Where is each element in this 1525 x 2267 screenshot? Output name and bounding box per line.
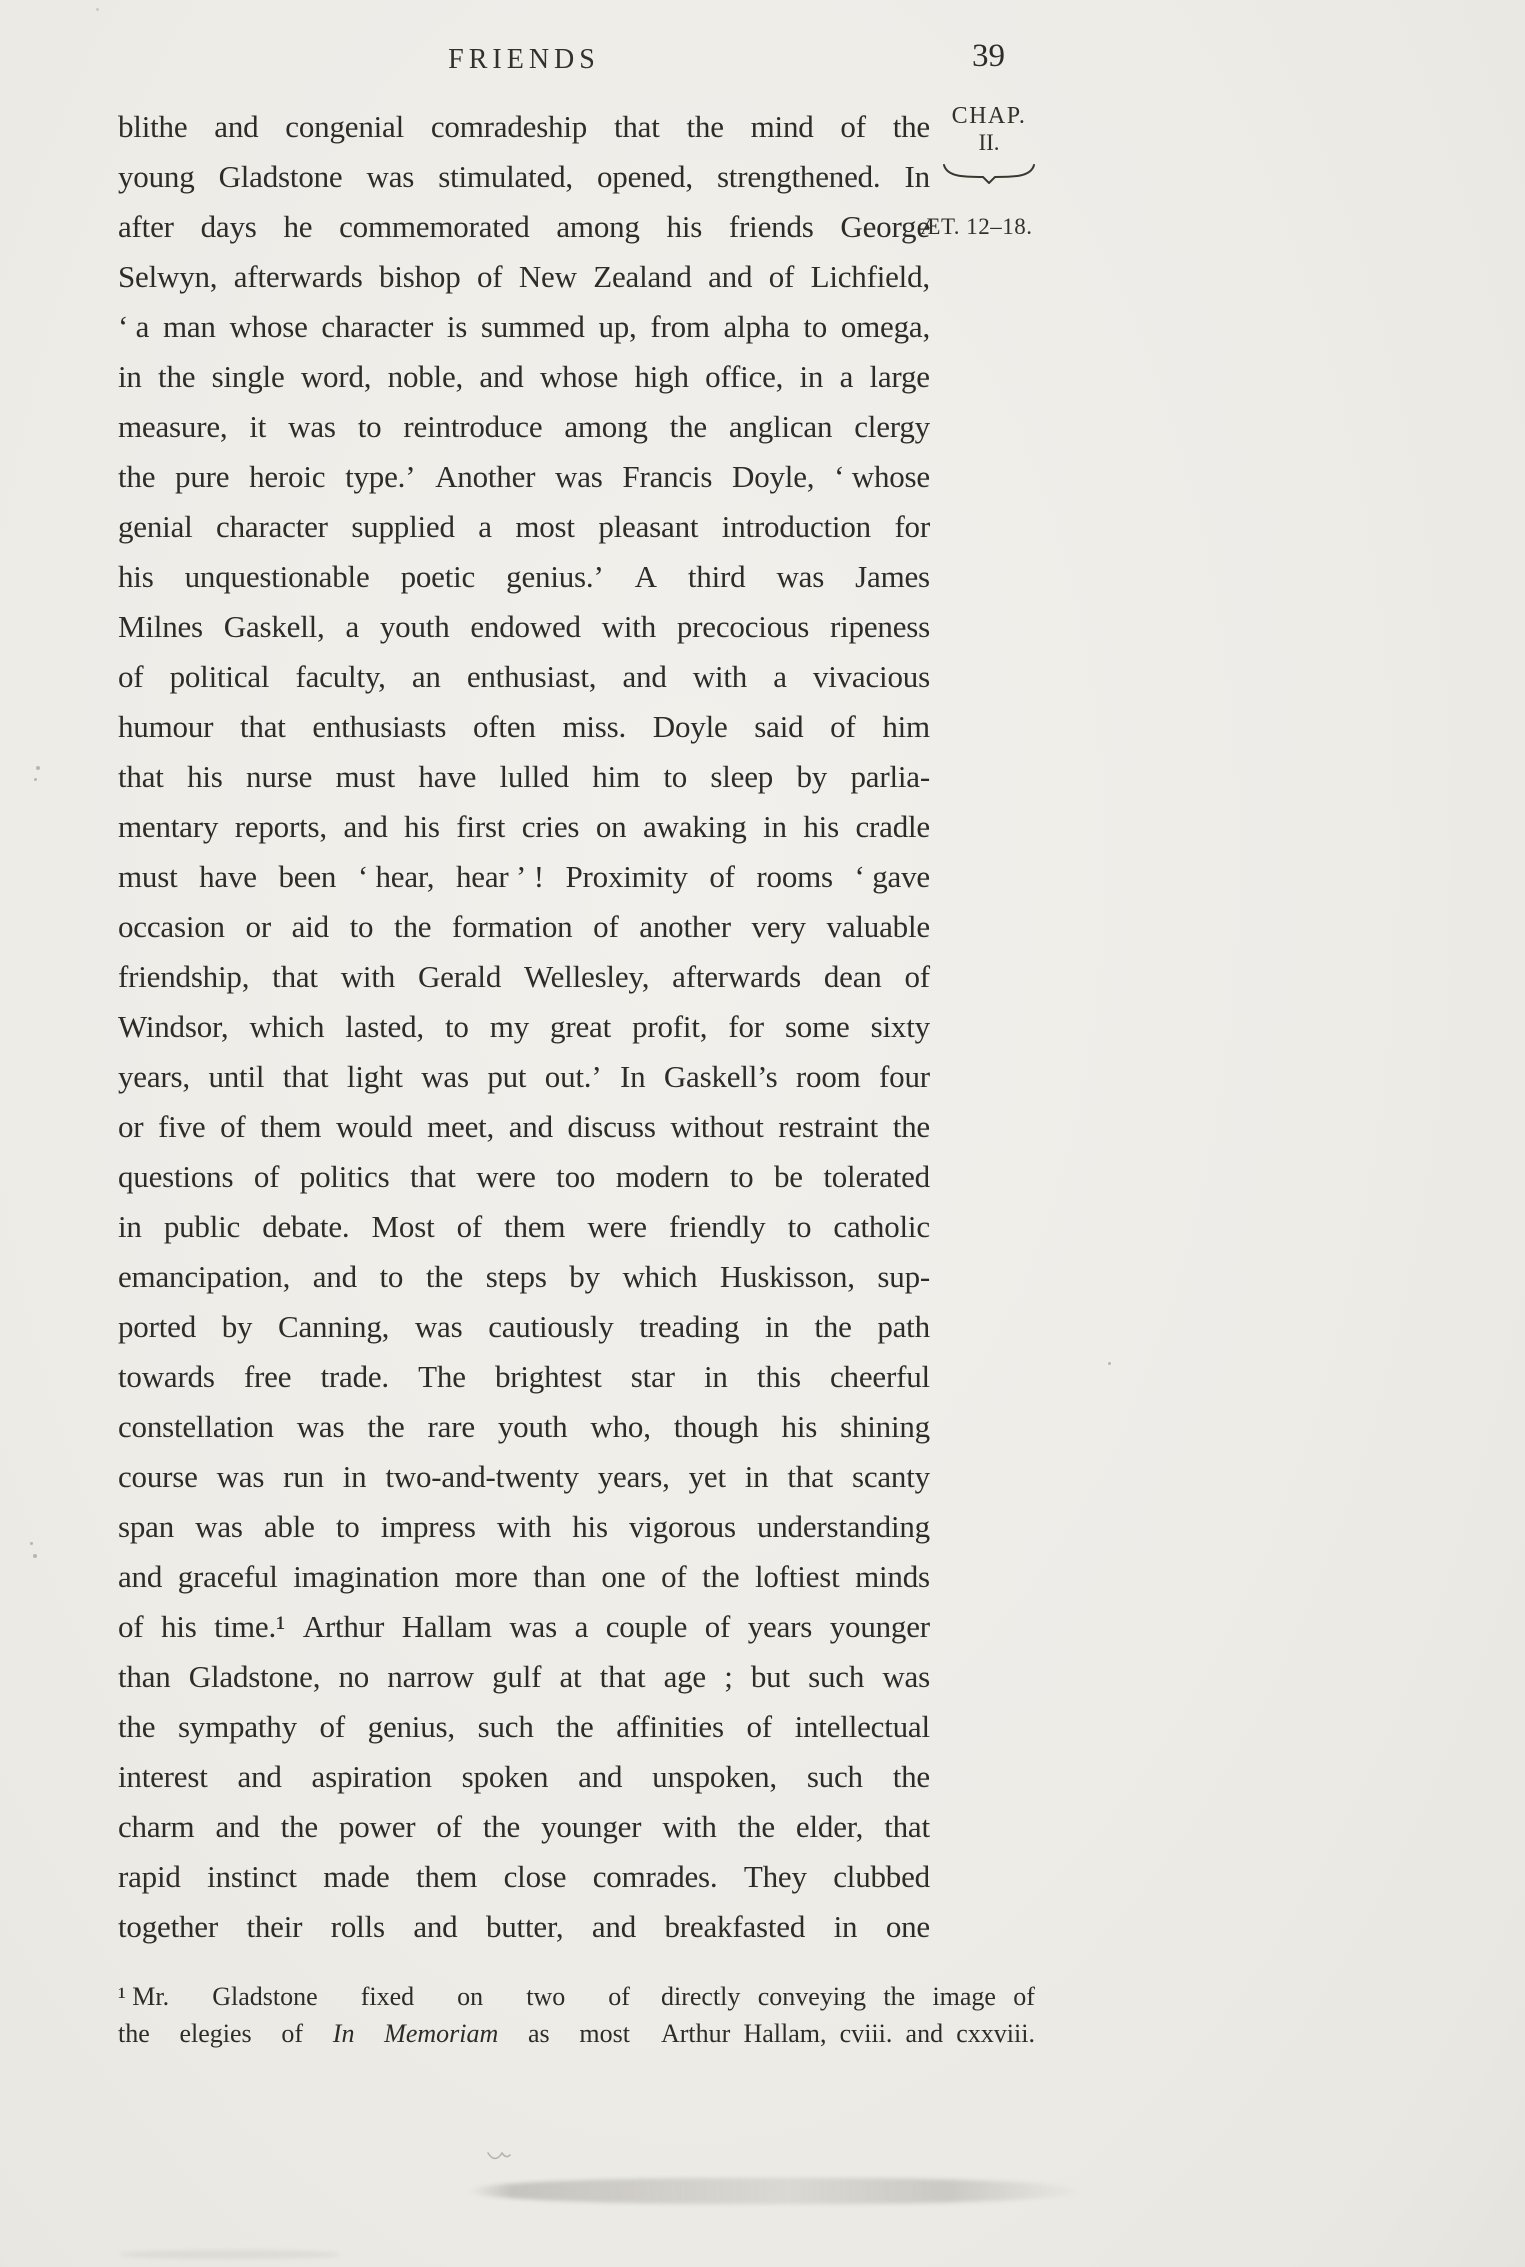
text-line: genial character supplied a most pleasant introduction for <box>118 509 930 544</box>
text-line: in public debate. Most of them were friendly to catholic <box>118 1209 930 1244</box>
footnote-left-column <box>118 1978 630 2052</box>
page-number: 39 <box>972 38 1005 74</box>
text-line: rapid instinct made them close comrades. They clubbed <box>118 1859 930 1894</box>
text-line: mentary reports, and his first cries on awaking in his cradle <box>118 809 930 844</box>
text-line: the sympathy of genius, such the affinities of intellectual <box>118 1709 930 1744</box>
text-line: interest and aspiration spoken and unspoken, such the <box>118 1759 930 1794</box>
text-line: blithe and congenial comradeship that the mind of the <box>118 109 930 144</box>
text-line: years, until that light was put out.’ In Gaskell’s room four <box>118 1059 930 1094</box>
text-line: Arthur Hallam, cviii. and cxxviii. <box>661 2019 1035 2048</box>
text-line: young Gladstone was stimulated, opened, strengthened. In <box>118 159 930 194</box>
text-line: Milnes Gaskell, a youth endowed with precocious ripeness <box>118 609 930 644</box>
text-line: charm and the power of the younger with the elder, that <box>118 1809 930 1844</box>
page-header-title: FRIENDS <box>448 44 600 75</box>
text-line: the elegies of In Memoriam as most <box>118 2019 630 2048</box>
paper-speck <box>33 1554 37 1558</box>
text-line: ported by Canning, was cautiously treading in the path <box>118 1309 930 1344</box>
text-line: constellation was the rare youth who, though his shining <box>118 1409 930 1444</box>
text-line: together their rolls and butter, and breakfasted in one <box>118 1909 930 1944</box>
chapter-numeral: II. <box>978 130 1000 155</box>
scan-smudge-small <box>120 2250 340 2259</box>
chapter-label: CHAP. <box>951 103 1027 129</box>
text-line: or five of them would meet, and discuss without restraint the <box>118 1109 930 1144</box>
text-line: ‘ a man whose character is summed up, from alpha to omega, <box>118 309 930 344</box>
text-line: than Gladstone, no narrow gulf at that age ; but such was <box>118 1659 930 1694</box>
pencil-mark-icon <box>486 2150 512 2166</box>
text-line: of political faculty, an enthusiast, and with a vivacious <box>118 659 930 694</box>
paper-speck <box>96 8 99 11</box>
text-line: the pure heroic type.’ Another was Francis Doyle, ‘ whose <box>118 459 930 494</box>
footnote <box>118 1978 1035 2052</box>
text-line: of his time.¹ Arthur Hallam was a couple of years younger <box>118 1609 930 1644</box>
scan-smudge <box>468 2178 1083 2204</box>
underbrace-icon <box>941 162 1037 184</box>
body-text <box>118 102 930 1952</box>
text-line: ¹ Mr. Gladstone fixed on two of <box>118 1982 630 2011</box>
text-line: and graceful imagination more than one of the loftiest minds <box>118 1559 930 1594</box>
running-header <box>118 44 930 76</box>
text-line: humour that enthusiasts often miss. Doyle said of him <box>118 709 930 744</box>
text-line: questions of politics that were too modern to be tolerated <box>118 1159 930 1194</box>
text-line: Windsor, which lasted, to my great profit, for some sixty <box>118 1009 930 1044</box>
paper-speck <box>30 1542 33 1545</box>
text-line: in the single word, noble, and whose high office, in a large <box>118 359 930 394</box>
text-line: course was run in two-and-twenty years, yet in that scanty <box>118 1459 930 1494</box>
text-line: towards free trade. The brightest star in this cheerful <box>118 1359 930 1394</box>
paper-speck <box>34 778 37 781</box>
text-line: Selwyn, afterwards bishop of New Zealand and of Lichfield, <box>118 259 930 294</box>
text-line: directly conveying the image of <box>661 1982 1035 2011</box>
text-line: occasion or aid to the formation of another very valuable <box>118 909 930 944</box>
text-line: emancipation, and to the steps by which Huskisson, sup- <box>118 1259 930 1294</box>
margin-chapter-note <box>933 102 1045 184</box>
text-line: measure, it was to reintroduce among the anglican clergy <box>118 409 930 444</box>
margin-age-note: ÆT. 12–18. <box>920 214 1033 239</box>
text-line: span was able to impress with his vigorous understanding <box>118 1509 930 1544</box>
text-line: that his nurse must have lulled him to sleep by parlia- <box>118 759 930 794</box>
text-line: his unquestionable poetic genius.’ A third was James <box>118 559 930 594</box>
paper-speck <box>36 766 40 770</box>
text-line: must have been ‘ hear, hear ’ ! Proximity of rooms ‘ gave <box>118 859 930 894</box>
paper-speck <box>1108 1362 1111 1365</box>
text-line: friendship, that with Gerald Wellesley, afterwards dean of <box>118 959 930 994</box>
text-line: after days he commemorated among his friends George <box>118 209 930 244</box>
footnote-right-column <box>661 1978 1035 2052</box>
